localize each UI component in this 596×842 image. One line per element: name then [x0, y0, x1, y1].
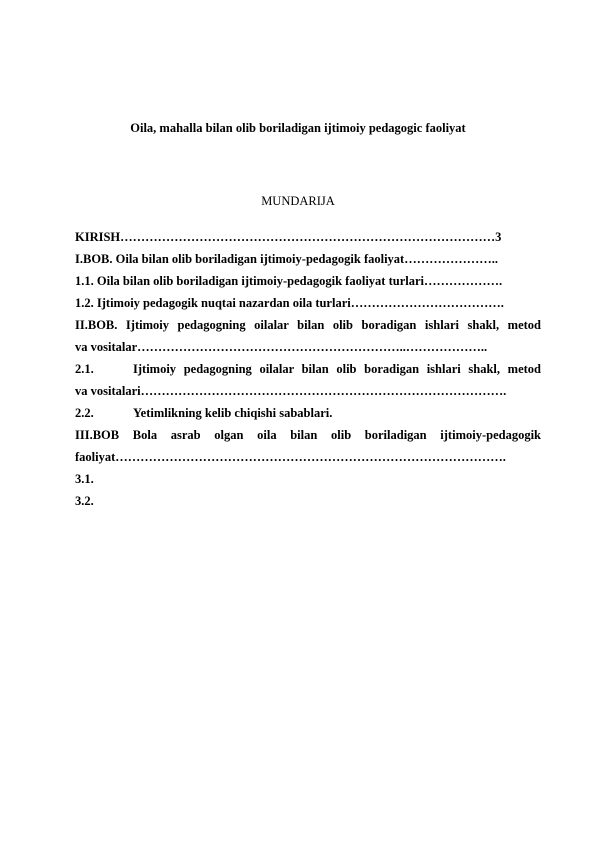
toc-entry-bob-2-line-2: va vositalar………………………………………………………..………………..: [75, 340, 488, 354]
toc-entry-2-1-line-1: [75, 358, 541, 380]
toc-entry-3-2: 3.2.: [75, 494, 94, 508]
toc-entry-3-1: 3.1.: [75, 472, 94, 486]
toc-entry-2-1-line-2: va vositalari…………………………………………………………………………….: [75, 384, 507, 398]
toc-entry-bob-2-line-1: II.BOB. Ijtimoiy pedagogning oilalar bilan olib boradigan ishlari shakl, metod: [75, 318, 541, 332]
document-title: Oila, mahalla bilan olib boriladigan ijtimoiy pedagogic faoliyat: [130, 121, 466, 135]
toc-entry-bob-3-line-2: faoliyat………………………………………………………………………………….: [75, 450, 506, 464]
toc-entry-1-1: 1.1. Oila bilan olib boriladigan ijtimoiy-pedagogik faoliyat turlari……………….: [75, 274, 503, 288]
table-of-contents: [75, 226, 541, 512]
toc-entry-kirish: KIRISH………………………………………………………………………………3: [75, 230, 502, 244]
toc-entry-2-2-text: Yetimlikning kelib chiqishi sabablari.: [133, 406, 333, 420]
toc-entry-2-2-number: 2.2.: [75, 406, 94, 420]
toc-heading: MUNDARIJA: [261, 194, 335, 208]
toc-entry-bob-1: I.BOB. Oila bilan olib boriladigan ijtimoiy-pedagogik faoliyat…………………..: [75, 252, 498, 266]
toc-entry-2-2: [75, 402, 541, 424]
toc-entry-1-2: 1.2. Ijtimoiy pedagogik nuqtai nazardan oila turlari……………………………….: [75, 296, 504, 310]
toc-entry-2-1-text: Ijtimoiy pedagogning oilalar bilan olib boradigan ishlari shakl, metod: [133, 362, 541, 376]
toc-entry-2-1-number: 2.1.: [75, 362, 94, 376]
toc-entry-bob-3-line-1: III.BOB Bola asrab olgan oila bilan olib boriladigan ijtimoiy-pedagogik: [75, 428, 541, 442]
